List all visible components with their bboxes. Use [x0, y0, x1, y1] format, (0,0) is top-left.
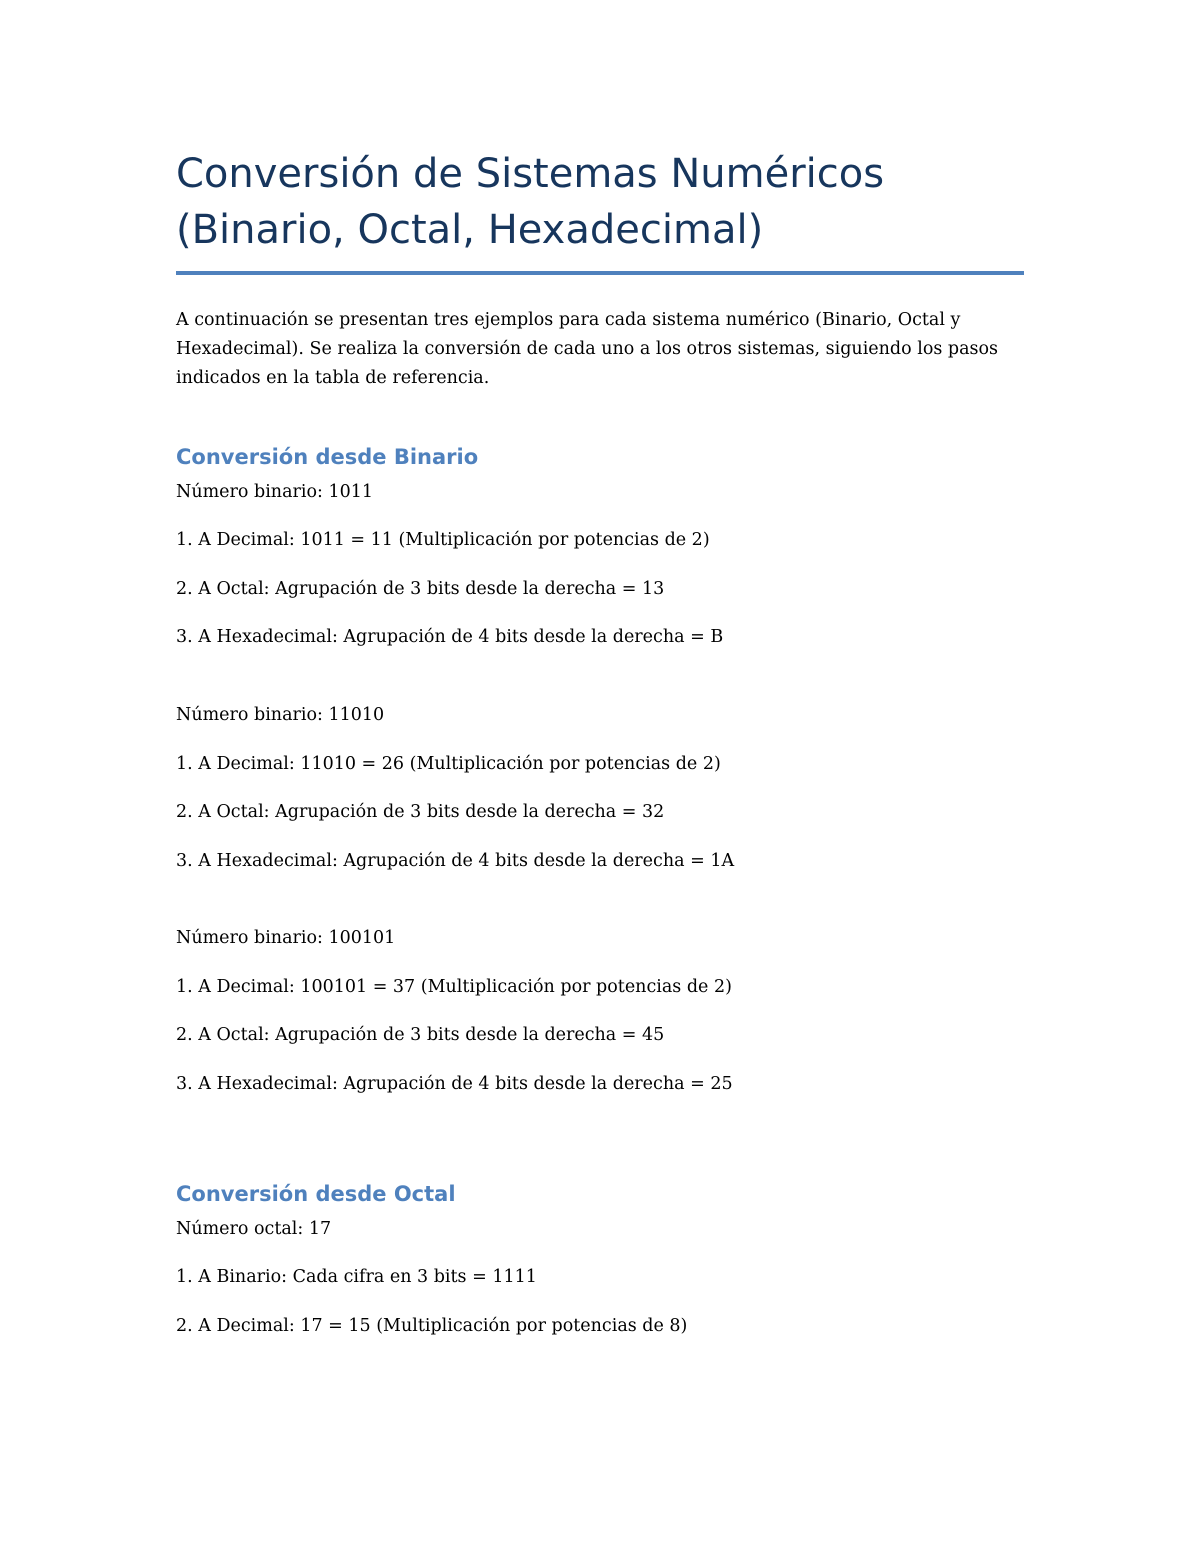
intro-paragraph: A continuación se presentan tres ejemplos para cada sistema numérico (Binario, Octal y Hexadecimal). Se realiza la conversión de cada uno a los otros sistemas, siguiendo los pasos indicados en la tabla de referencia.: [176, 310, 999, 388]
conversion-step: 2. A Decimal: 17 = 15 (Multiplicación por potencias de 8): [176, 1316, 688, 1336]
document-title: Conversión de Sistemas Numéricos (Binario, Octal, Hexadecimal): [176, 151, 885, 253]
conversion-step: 2. A Octal: Agrupación de 3 bits desde la derecha = 32: [176, 802, 665, 822]
example-label: Número binario: 11010: [176, 705, 385, 725]
example-label: Número binario: 100101: [176, 928, 396, 948]
conversion-step: 2. A Octal: Agrupación de 3 bits desde la derecha = 13: [176, 579, 665, 599]
section-heading-octal: Conversión desde Octal: [176, 1182, 456, 1206]
conversion-step: 3. A Hexadecimal: Agrupación de 4 bits desde la derecha = B: [176, 627, 724, 647]
conversion-step: 1. A Decimal: 11010 = 26 (Multiplicación por potencias de 2): [176, 754, 721, 774]
conversion-step: 2. A Octal: Agrupación de 3 bits desde la derecha = 45: [176, 1025, 665, 1045]
conversion-step: 3. A Hexadecimal: Agrupación de 4 bits desde la derecha = 1A: [176, 851, 735, 871]
section-heading-binario: Conversión desde Binario: [176, 445, 479, 469]
conversion-step: 1. A Binario: Cada cifra en 3 bits = 1111: [176, 1267, 537, 1287]
title-underline: [176, 271, 1024, 275]
conversion-step: 3. A Hexadecimal: Agrupación de 4 bits desde la derecha = 25: [176, 1074, 733, 1094]
conversion-step: 1. A Decimal: 100101 = 37 (Multiplicación por potencias de 2): [176, 977, 732, 997]
example-label: Número octal: 17: [176, 1219, 332, 1239]
example-label: Número binario: 1011: [176, 482, 373, 502]
conversion-step: 1. A Decimal: 1011 = 11 (Multiplicación por potencias de 2): [176, 530, 710, 550]
